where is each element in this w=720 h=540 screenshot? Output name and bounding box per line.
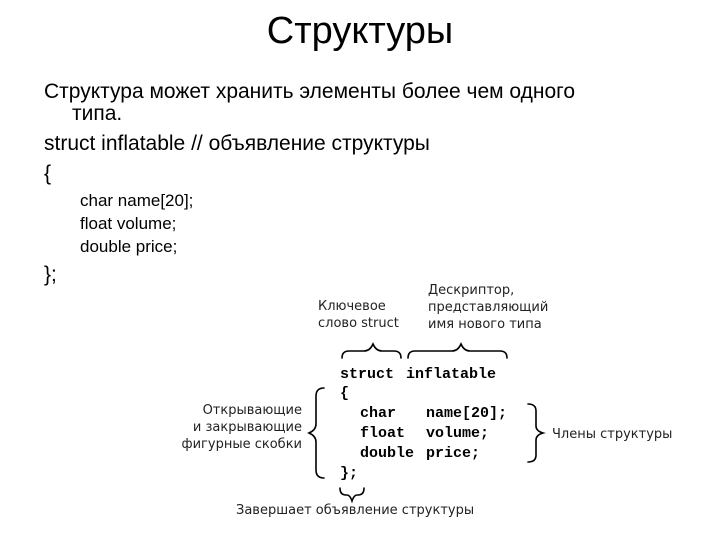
keyword-brace: [342, 344, 401, 358]
braces-label-line: и закрывающие: [192, 420, 302, 435]
members-label: Члены структуры: [552, 427, 673, 442]
descriptor-brace: [408, 344, 507, 358]
terminator-label: Завершает объявление структуры: [236, 503, 475, 518]
struct-declaration-line: struct inflatable // объявление структуры: [44, 132, 430, 155]
code-member-type: float: [360, 425, 406, 442]
braces-left-brace: [309, 388, 324, 478]
code-type-name: inflatable: [406, 366, 497, 383]
descriptor-label-line: Дескриптор,: [428, 283, 515, 298]
code-member-name: volume;: [426, 425, 490, 442]
code-open-brace: {: [340, 385, 350, 402]
open-brace: {: [44, 162, 52, 185]
member-line: float volume;: [80, 214, 177, 233]
code-struct-keyword: struct: [340, 366, 395, 383]
code-member-name: price;: [426, 445, 481, 462]
member-line: double price;: [80, 237, 178, 256]
keyword-label-line: Ключевое: [318, 299, 386, 314]
descriptor-label-line: представляющий: [428, 300, 549, 315]
code-member-name: name[20];: [426, 405, 508, 422]
code-close-brace: };: [340, 465, 359, 482]
braces-label-line: Открывающие: [202, 403, 302, 418]
member-line: char name[20];: [80, 191, 194, 210]
descriptor-label-line: имя нового типа: [428, 317, 542, 332]
code-member-type: double: [360, 445, 415, 462]
code-member-type: char: [360, 405, 397, 422]
intro-text-line2: типа.: [72, 102, 123, 125]
intro-text-line1: Структура может хранить элементы более чем одного: [44, 80, 576, 103]
members-brace: [528, 404, 543, 462]
close-brace: };: [44, 263, 57, 286]
braces-label-line: фигурные скобки: [181, 437, 302, 452]
terminator-brace: [340, 488, 364, 501]
keyword-label-line: слово struct: [318, 316, 399, 331]
slide-title: Структуры: [266, 10, 454, 52]
